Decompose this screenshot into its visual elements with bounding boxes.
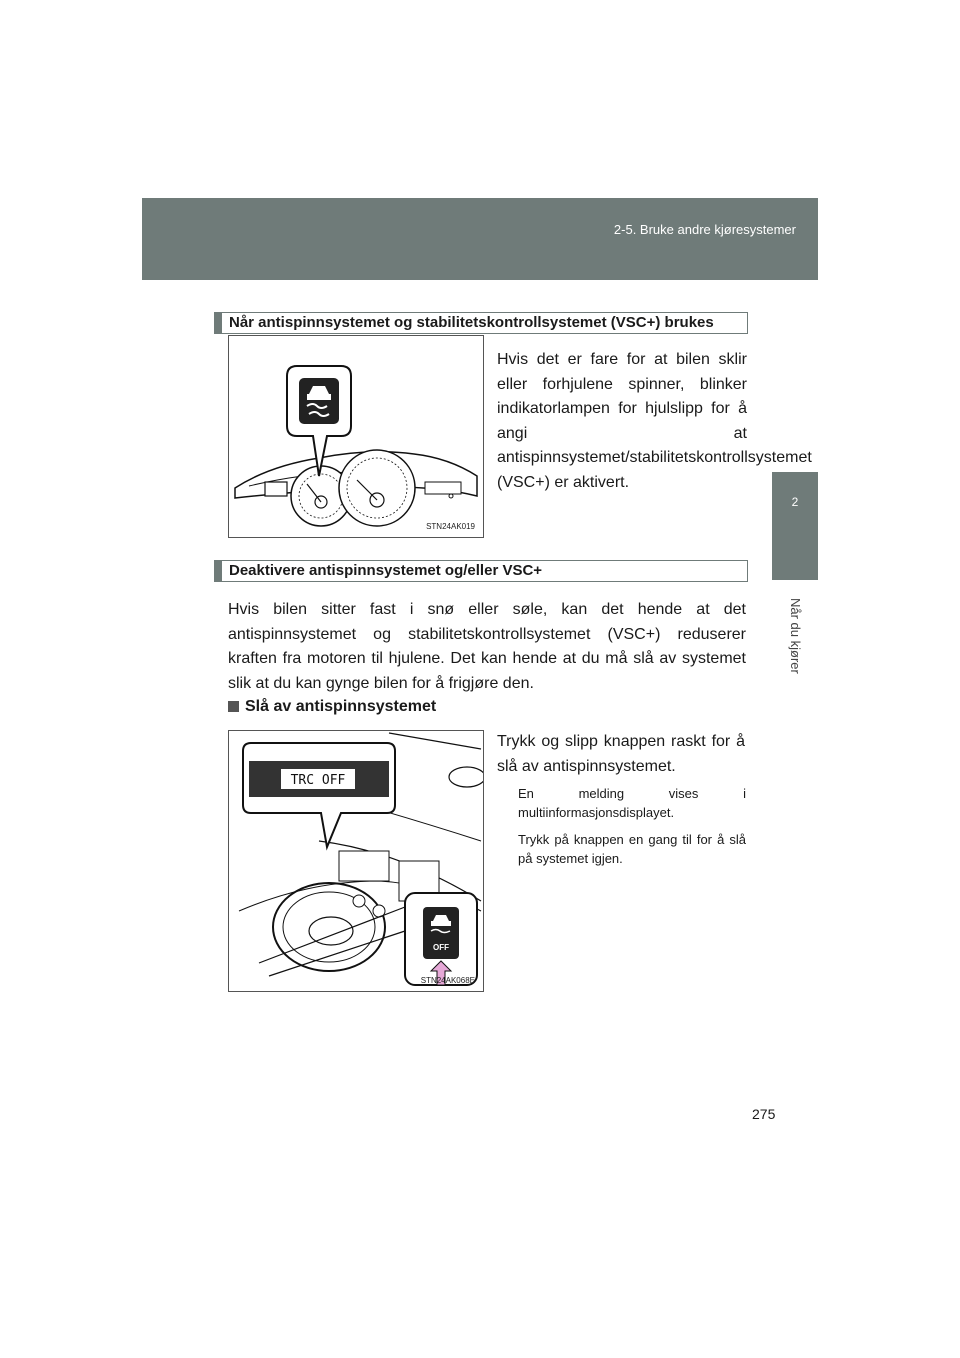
figure-trc-off-button bbox=[228, 730, 484, 992]
section2-paragraph: Hvis bilen sitter fast i snø eller søle, kan det hende at det antispinnsystemet og stabilitetskontrollsystemet (VSC+) reduserer kraften fra motoren til hjulene. Det kan hende at du må slå av systemet slik at du kan gynge bilen for å frigjøre den. bbox=[228, 601, 746, 692]
figure-instrument-cluster bbox=[228, 335, 484, 538]
page-number: 275 bbox=[752, 1106, 776, 1122]
cockpit-illustration bbox=[229, 731, 483, 991]
display-message: TRC OFF bbox=[290, 773, 346, 788]
instruction-text: Trykk og slipp knappen raskt for å slå av antispinnsystemet. bbox=[497, 733, 745, 775]
instrument-cluster-illustration bbox=[229, 336, 483, 537]
header-band bbox=[142, 198, 818, 280]
section-heading-active: Når antispinnsystemet og stabilitetskontrollsystemet (VSC+) brukes bbox=[214, 312, 748, 334]
figure-code: STN24AK068E bbox=[420, 976, 475, 985]
note-reactivate: Trykk på knappen en gang til for å slå på systemet igjen. bbox=[518, 832, 746, 866]
section-heading-deactivate: Deaktivere antispinnsystemet og/eller VSC+ bbox=[214, 560, 748, 582]
section1-paragraph: Hvis det er fare for at bilen sklir eller forhjulene spinner, blinker indikatorlampen for hjulslipp for å angi at antispinnsystemet/stabilitetskontrollsystemet (VSC+) er aktivert. bbox=[497, 351, 812, 491]
subheading bbox=[228, 698, 436, 716]
figure-code: STN24AK019 bbox=[426, 522, 475, 531]
chapter-number: 2 bbox=[772, 472, 818, 580]
chapter-title: Når du kjører bbox=[788, 598, 803, 674]
chapter-side-tab bbox=[772, 280, 818, 980]
subheading-label: Slå av antispinnsystemet bbox=[245, 698, 437, 715]
bullet-square-icon bbox=[228, 701, 239, 712]
note-message: En melding vises i multiinformasjonsdisplayet. bbox=[518, 786, 746, 820]
button-off-label: OFF bbox=[433, 943, 449, 952]
section-path: 2-5. Bruke andre kjøresystemer bbox=[613, 222, 796, 237]
slip-indicator-icon bbox=[299, 378, 339, 424]
